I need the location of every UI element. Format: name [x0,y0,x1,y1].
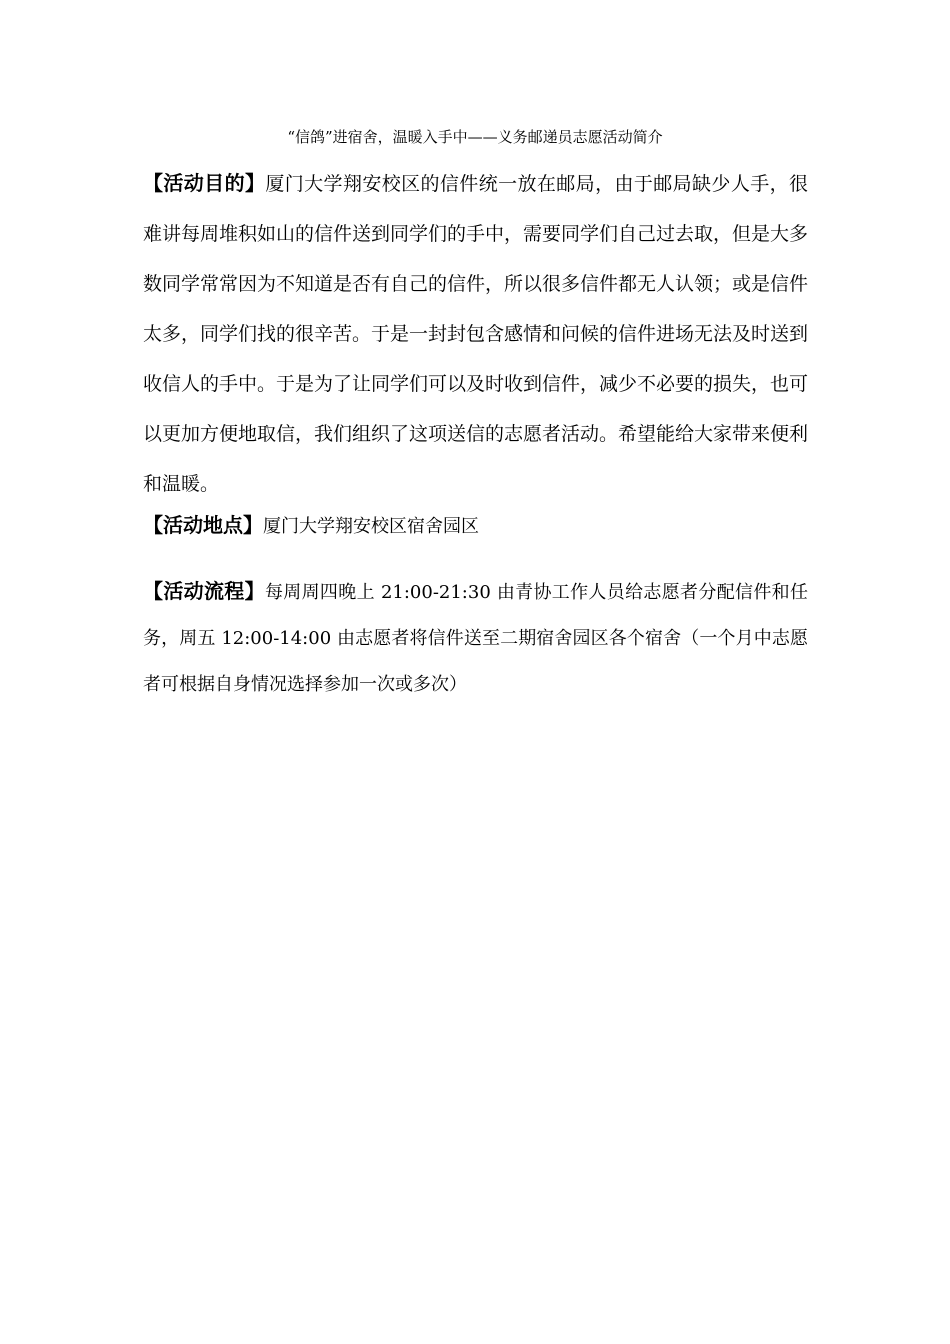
section-body-process: 每周周四晚上 21:00-21:30 由青协工作人员给志愿者分配信件和任务，周五 12:00-14:00 由志愿者将信件送至二期宿舍园区各个宿舍（一个月中志愿者可根据自身情况选择参加一次或多次） [143,582,808,695]
section-heading-process: 【活动流程】 [143,579,265,603]
document-title: “信鸽”进宿舍，温暖入手中——义务邮递员志愿活动简介 [287,128,663,146]
section-activity-purpose [143,158,808,509]
section-heading-location: 【活动地点】 [143,513,263,537]
section-heading-purpose: 【活动目的】 [143,171,266,195]
section-body-location: 厦门大学翔安校区宿舍园区 [263,516,479,537]
section-activity-location [143,507,808,545]
section-body-purpose: 厦门大学翔安校区的信件统一放在邮局，由于邮局缺少人手，很难讲每周堆积如山的信件送到同学们的手中，需要同学们自己过去取，但是大多数同学常常因为不知道是否有自己的信件，所以很多信件都无人认领；或是信件太多，同学们找的很辛苦。于是一封封包含感情和问候的信件进场无法及时送到收信人的手中。于是为了让同学们可以及时收到信件，减少不必要的损失，也可以更加方便地取信，我们组织了这项送信的志愿者活动。希望能给大家带来便利和温暖。 [143,173,809,495]
section-activity-process [143,568,808,708]
